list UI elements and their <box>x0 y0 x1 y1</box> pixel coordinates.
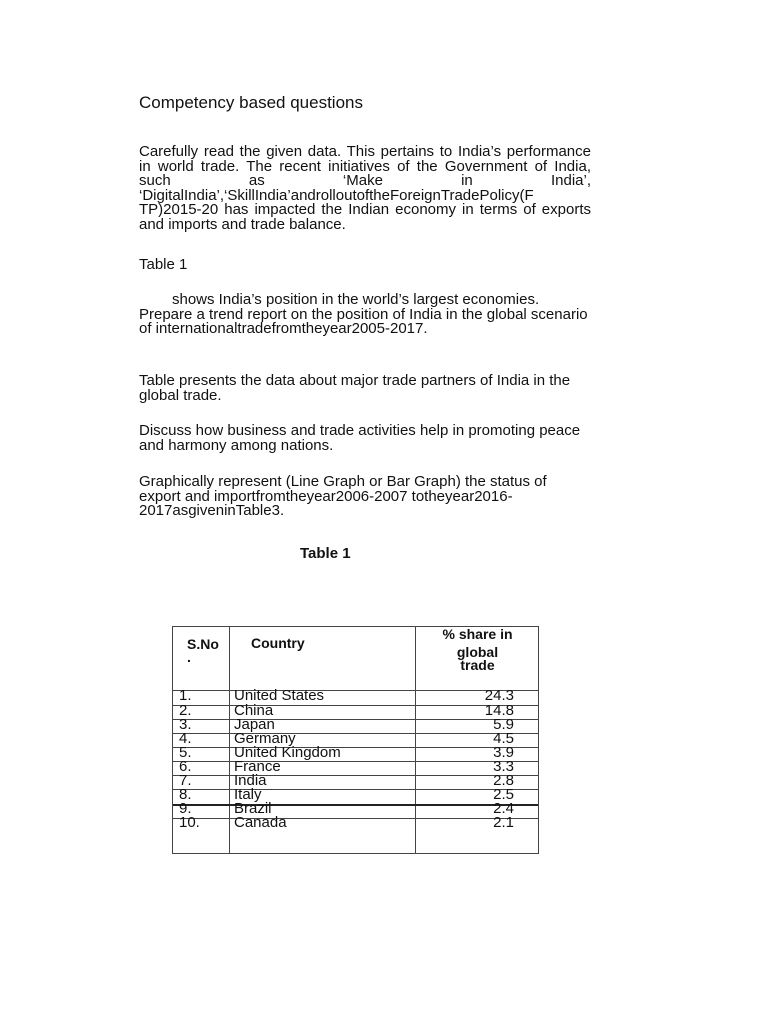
row-country: United Kingdom <box>234 744 341 761</box>
row-divider <box>173 789 538 790</box>
row-country: Japan <box>234 716 275 733</box>
row-sno: 5. <box>179 744 192 761</box>
row-share: 24.3 <box>484 687 514 704</box>
row-sno: 8. <box>179 786 192 803</box>
row-divider <box>173 775 538 776</box>
table-reference: Table 1 <box>139 256 188 273</box>
row-country: India <box>234 772 267 789</box>
header-sno <box>187 638 219 664</box>
table-caption: Table 1 <box>300 545 351 562</box>
discuss-paragraph: Discuss how business and trade activities help in promoting peace and harmony among nations. <box>139 422 581 454</box>
row-divider <box>173 719 538 720</box>
row-sno: 10. <box>179 814 200 831</box>
trade-partners-paragraph: Table presents the data about major trade partners of India in the global trade. <box>139 372 571 404</box>
row-divider <box>173 690 538 691</box>
row-share: 3.9 <box>493 744 514 761</box>
row-share: 14.8 <box>484 702 514 719</box>
row-sno: 1. <box>179 687 192 704</box>
row-divider <box>173 818 538 819</box>
column-divider <box>229 627 230 853</box>
row-share: 2.4 <box>493 800 514 817</box>
intro-paragraph: Carefully read the given data. This pertains to India’s performance in world trade. The recent initiatives of the Government of India, such as ‘Make in India’, ‘DigitalIndia’,‘SkillIndia’androlloutoftheForeignTradePolicy(F TP)2015-20 has impacted the Indian economy in terms of exports and imports and trade balance. <box>139 143 591 233</box>
row-country: China <box>234 702 274 719</box>
row-share: 2.1 <box>493 814 514 831</box>
trade-share-table <box>172 626 539 854</box>
trend-report-paragraph: shows India’s position in the world’s largest economies. Prepare a trend report on the position of India in the global scenario of internationaltradefromtheyear2005-2017. <box>139 291 588 337</box>
row-sno: 7. <box>179 772 192 789</box>
row-divider <box>173 705 538 706</box>
row-country: Brazil <box>234 800 272 817</box>
row-sno: 3. <box>179 716 192 733</box>
row-sno: 4. <box>179 730 192 747</box>
row-sno: 6. <box>179 758 192 775</box>
row-share: 4.5 <box>493 730 514 747</box>
row-divider <box>173 761 538 762</box>
row-share: 2.8 <box>493 772 514 789</box>
row-country: United States <box>234 687 325 704</box>
header-country: Country <box>251 635 305 651</box>
row-sno: 9. <box>179 800 192 817</box>
row-country: France <box>234 758 281 775</box>
row-share: 2.5 <box>493 786 514 803</box>
header-sno-dot: . <box>187 649 191 665</box>
row-divider <box>173 747 538 748</box>
header-share-line2: global <box>456 644 499 660</box>
row-share: 3.3 <box>493 758 514 775</box>
row-share: 5.9 <box>493 716 514 733</box>
row-country: Germany <box>234 730 296 747</box>
header-sno-text: S.No <box>187 636 219 652</box>
row-divider <box>173 804 538 806</box>
row-country: Italy <box>234 786 262 803</box>
header-share <box>416 628 539 672</box>
page-heading: Competency based questions <box>139 93 363 112</box>
row-divider <box>173 733 538 734</box>
row-sno: 2. <box>179 702 192 719</box>
header-share-line1: % share in <box>442 626 513 642</box>
graph-paragraph: Graphically represent (Line Graph or Bar Graph) the status of export and importfromtheyear2006-2007 totheyear2016-2017asgiveninTable3. <box>139 473 547 519</box>
header-share-line3: trade <box>460 657 495 673</box>
row-country: Canada <box>234 814 287 831</box>
